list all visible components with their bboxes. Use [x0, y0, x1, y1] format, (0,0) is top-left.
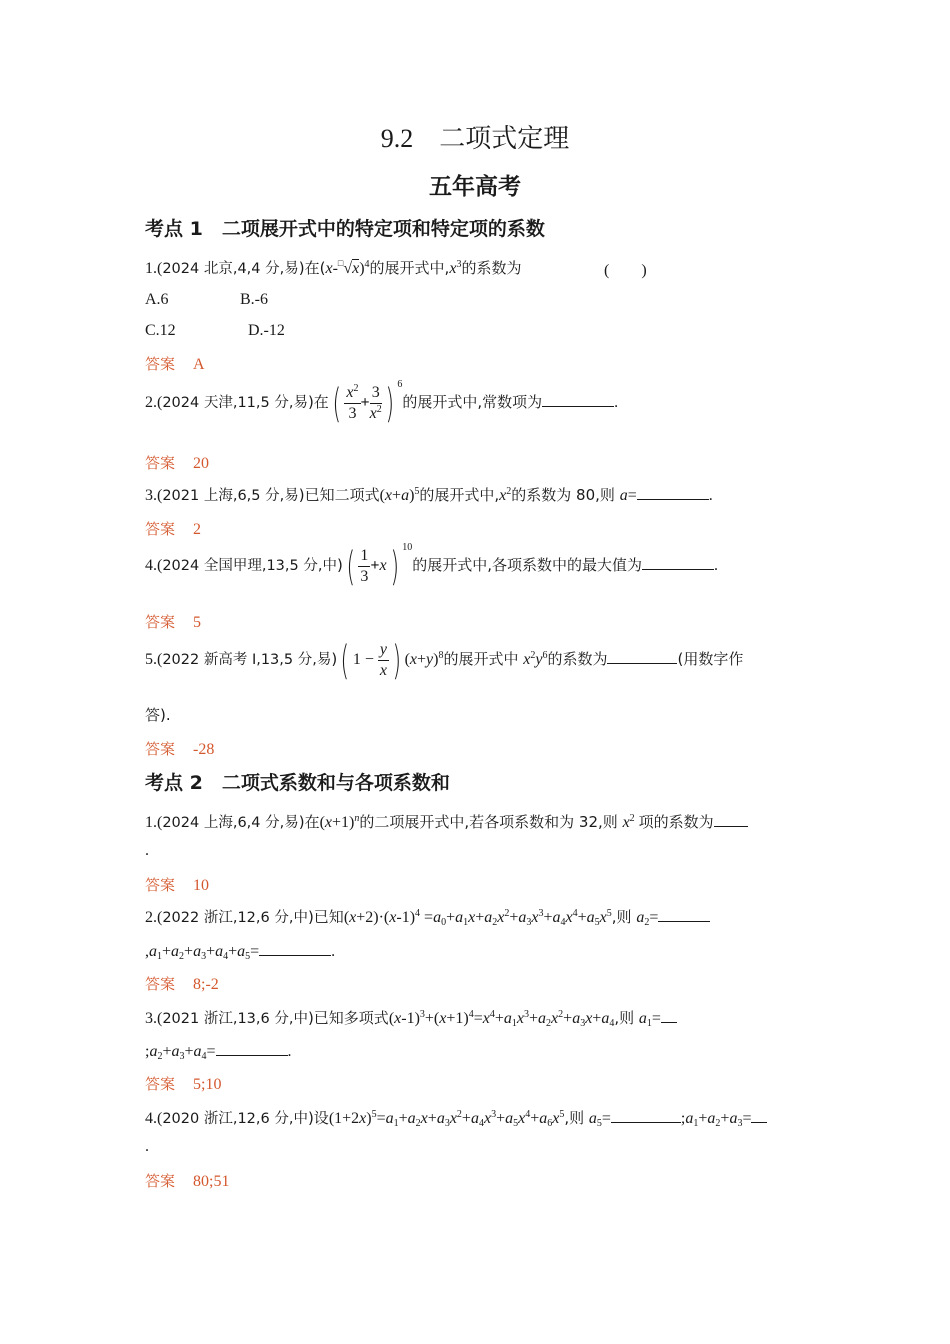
answer-bracket: ( ): [604, 262, 647, 279]
question-2: 2.(2024 天津,11,5 分,易)在( $\frac{x^2}{3}$ + $\frac{3}{x^2}$ ) $^6$的展开式中,常数项为 .: [145, 379, 619, 427]
question-p2: 2.(2022 浙江,12,6 分,中)已知$(x+2)\cdot(x-1)^4 =a_0+a_1x+a_2x^2+a_3x^3+a_4x^4+a_5x^5$,则 $a_2=$: [145, 906, 710, 927]
answer-q3: 答案 2: [145, 520, 202, 538]
question-1: 1.(2024 北京,4,4 分,易)在$(x-^□√x)^4$的展开式中$,x^3$的系数为: [145, 258, 522, 277]
option-a: A.6: [145, 291, 169, 308]
option-b: B.-6: [240, 291, 268, 308]
question-5: 5.(2022 新高考 Ⅰ,13,5 分,易)( 1 − $\frac{y}{x}$ ) $(x+y)^8$的展开式中 $x^2y^6$的系数为 (用数字作: [145, 637, 744, 684]
question-p1-end: .: [145, 842, 149, 859]
answer-p1: 答案 10: [145, 876, 210, 894]
question-4: 4.(2024 全国甲理,13,5 分,中)( $\frac{1}{3}$ +x) $^{10}$的展开式中,各项系数中的最大值为 .: [145, 542, 719, 590]
answer-q2: 答案 20: [145, 454, 210, 472]
question-3: 3.(2021 上海,6,5 分,易)已知二项式$(x+a)^5$的展开式中$,x^2$的系数为 80,则 a= .: [145, 486, 713, 504]
question-p1: 1.(2024 上海,6,4 分,易)在$(x+1)^n$的二项展开式中,若各项系数和为 32,则 $x^2$ 项的系数为: [145, 811, 748, 832]
question-p2-line2: $,a_1+a_2+a_3+a_4+a_5=$ .: [145, 943, 336, 962]
section-heading-2: 考点 2 二项式系数和与各项系数和: [145, 772, 450, 794]
question-p4-end: .: [145, 1138, 149, 1155]
answer-p4: 答案 80;51: [145, 1172, 230, 1190]
answer-q1: 答案 A: [145, 355, 205, 373]
answer-q5: 答案 -28: [145, 740, 215, 758]
question-5-line2: 答).: [145, 706, 171, 724]
answer-p3: 答案 5;10: [145, 1075, 222, 1093]
question-p4: 4.(2020 浙江,12,6 分,中)设$(1+2x)^5=a_1+a_2x+a_3x^2+a_4x^3+a_5x^4+a_6x^5$,则 $a_5=$ $;a_1+a_2+a_3=$: [145, 1107, 767, 1128]
answer-p2: 答案 8;-2: [145, 975, 219, 993]
question-p3: 3.(2021 浙江,13,6 分,中)已知多项式$(x-1)^3+(x+1)^4=x^4+a_1x^3+a_2x^2+a_3x+a_4$,则 $a_1=$: [145, 1007, 677, 1028]
option-c: C.12: [145, 322, 176, 339]
answer-q4: 答案 5: [145, 613, 202, 631]
page-subtitle: 五年高考: [429, 174, 521, 200]
option-d: D.-12: [248, 322, 285, 339]
section-heading-1: 考点 1 二项展开式中的特定项和特定项的系数: [145, 218, 545, 240]
question-p3-line2: $;a_2+a_3+a_4=$ .: [145, 1043, 292, 1062]
page-title: 9.2 二项式定理: [380, 124, 570, 153]
